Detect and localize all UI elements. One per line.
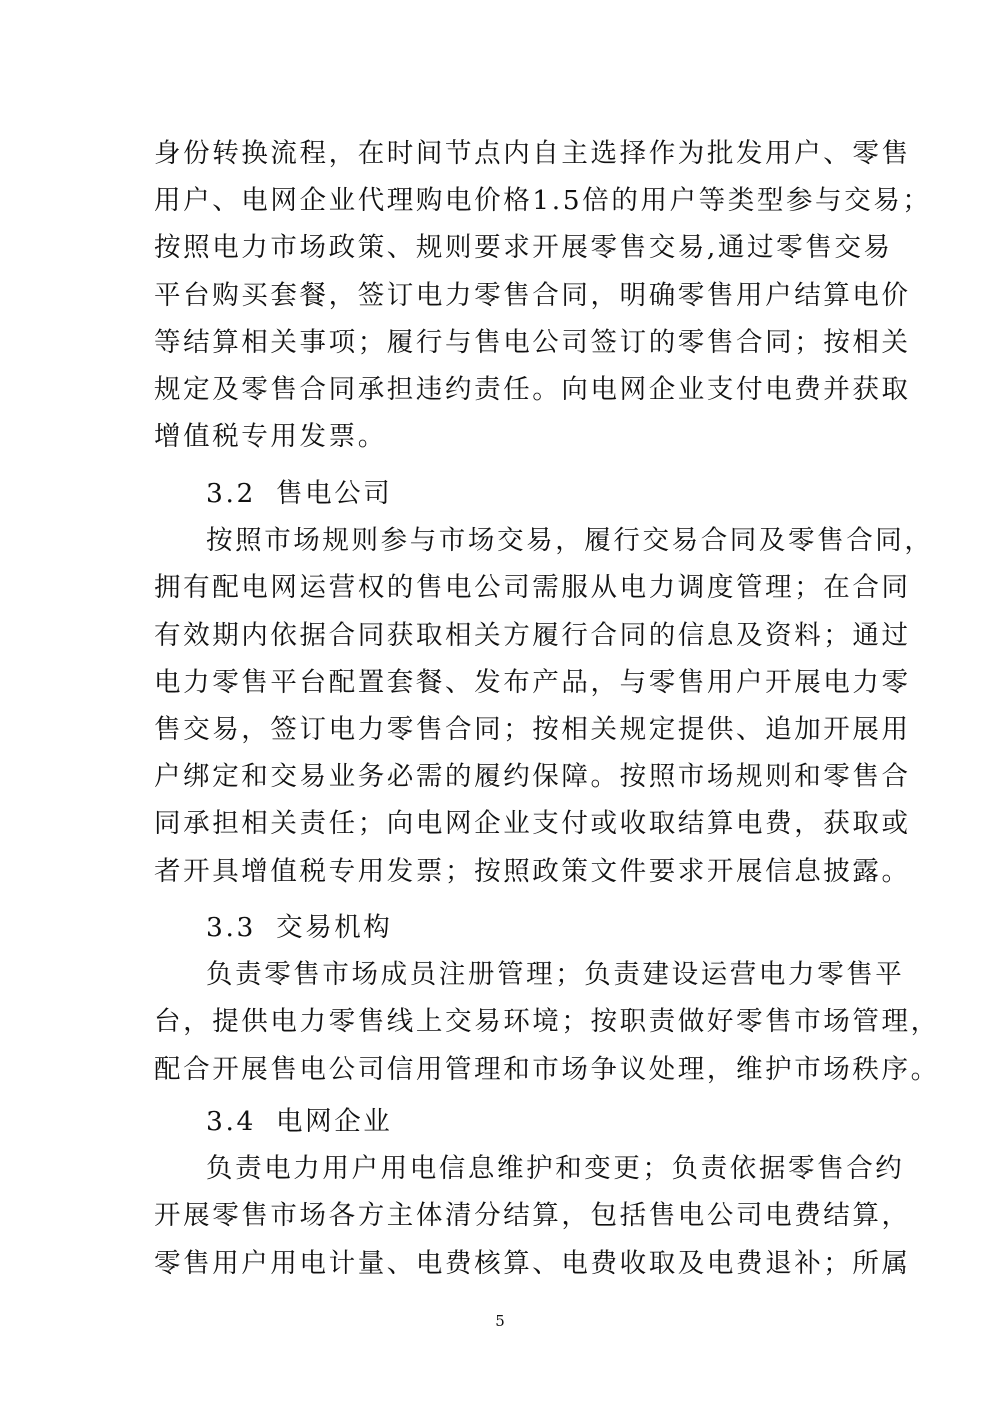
paragraph-line: 按照电力市场政策、规则要求开展零售交易,通过零售交易 <box>154 232 893 264</box>
section-heading <box>154 470 850 517</box>
section-heading <box>154 1098 850 1145</box>
paragraph-line: 用户、电网企业代理购电价格1.5倍的用户等类型参与交易； <box>154 185 932 217</box>
paragraph-line: 开展零售市场各方主体清分结算，包括售电公司电费结算， <box>154 1200 911 1232</box>
paragraph-line: 负责电力用户用电信息维护和变更；负责依据零售合约 <box>206 1153 905 1185</box>
page-number: 5 <box>495 1312 505 1330</box>
paragraph-line: 等结算相关事项；履行与售电公司签订的零售合同；按相关 <box>154 326 911 358</box>
paragraph-line: 者开具增值税专用发票；按照政策文件要求开展信息披露。 <box>154 855 911 887</box>
section-heading <box>154 904 850 951</box>
paragraph-line: 增值税专用发票。 <box>154 421 387 453</box>
paragraph-line: 配合开展售电公司信用管理和市场争议处理，维护市场秩序。 <box>154 1053 940 1085</box>
paragraph-line: 负责零售市场成员注册管理；负责建设运营电力零售平 <box>206 959 905 991</box>
paragraph-line: 拥有配电网运营权的售电公司需服从电力调度管理；在合同 <box>154 572 911 604</box>
paragraph-line: 平台购买套餐，签订电力零售合同，明确零售用户结算电价 <box>154 279 911 311</box>
paragraph-line: 售交易，签订电力零售合同；按相关规定提供、追加开展用 <box>154 713 911 745</box>
section-number: 3.4 <box>206 1106 256 1137</box>
section-3-1-continuation <box>154 130 932 460</box>
paragraph-line: 身份转换流程，在时间节点内自主选择作为批发用户、零售 <box>154 138 911 169</box>
section-number: 3.2 <box>206 478 256 509</box>
paragraph-line: 户绑定和交易业务必需的履约保障。按照市场规则和零售合 <box>154 761 911 793</box>
paragraph-line: 规定及零售合同承担违约责任。向电网企业支付电费并获取 <box>154 373 911 405</box>
section-3-4 <box>154 1098 911 1287</box>
paragraph-line: 同承担相关责任；向电网企业支付或收取结算电费，获取或 <box>154 808 911 840</box>
paragraph-line: 电力零售平台配置套餐、发布产品，与零售用户开展电力零 <box>154 666 911 698</box>
section-title: 交易机构 <box>276 912 393 943</box>
paragraph-line: 按照市场规则参与市场交易，履行交易合同及零售合同， <box>206 525 934 557</box>
section-title: 售电公司 <box>276 478 393 509</box>
paragraph-line: 零售用户用电计量、电费核算、电费收取及电费退补；所属 <box>154 1247 911 1279</box>
paragraph-line: 有效期内依据合同获取相关方履行合同的信息及资料；通过 <box>154 619 911 651</box>
section-title: 电网企业 <box>276 1106 393 1137</box>
section-3-3 <box>154 904 940 1093</box>
section-3-2 <box>154 470 934 895</box>
section-number: 3.3 <box>206 912 256 943</box>
paragraph-line: 台，提供电力零售线上交易环境；按职责做好零售市场管理， <box>154 1006 940 1038</box>
